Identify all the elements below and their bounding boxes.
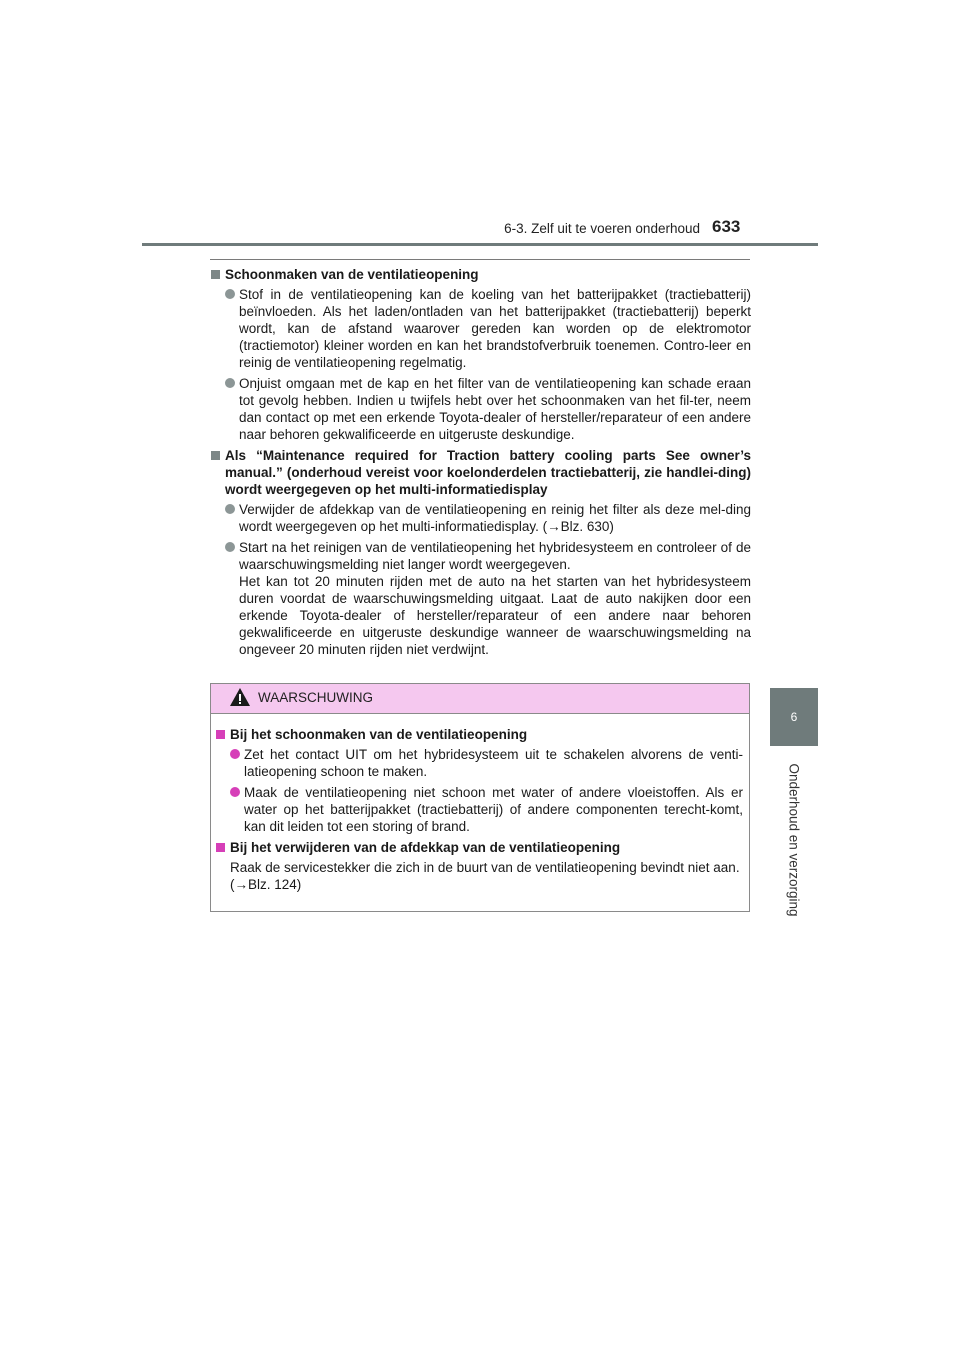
square-bullet-icon <box>211 451 220 460</box>
continuation-text: Het kan tot 20 minuten rijden met de auto na het starten van het hybridesysteem duren voordat de waarschuwingsmelding uitgaat. Laat de auto nakijken door een erkende Toyota-dealer of hersteller/reparateur of een andere naar behoren gekwalificeerde en uitgeruste deskundige wanneer de waarschuwingsmelding na ongeveer 20 minuten rijden niet verdwijnt. <box>239 574 751 657</box>
chapter-title: Onderhoud en verzorging <box>786 763 802 917</box>
square-bullet-icon <box>216 730 225 739</box>
section-heading <box>210 266 751 283</box>
warning-heading-text: Bij het schoonmaken van de ventilatieopening <box>230 727 528 742</box>
square-bullet-icon <box>216 843 225 852</box>
section-rule <box>210 259 750 260</box>
list-item <box>225 286 751 371</box>
chapter-number: 6 <box>790 710 798 724</box>
round-bullet-icon <box>230 749 240 759</box>
list-item <box>230 746 743 780</box>
round-bullet-icon <box>225 289 235 299</box>
list-item <box>225 539 751 573</box>
section-heading-text: Schoonmaken van de ventilatieopening <box>225 267 479 282</box>
warning-paragraph: Raak de servicestekker die zich in de buurt van de ventilatieopening bevindt niet aan. (→Blz. 124) <box>230 860 740 892</box>
warning-heading <box>215 726 743 743</box>
list-item <box>230 784 743 835</box>
list-item <box>225 501 751 535</box>
round-bullet-icon <box>230 787 240 797</box>
header-rule <box>142 243 818 246</box>
section-heading-text: Als “Maintenance required for Traction battery cooling parts See owner’s manual.” (onderhoud vereist voor koelonderdelen tractiebatterij, zie handlei-ding) wordt weergegeven op het multi-informatiedisplay <box>225 448 751 497</box>
round-bullet-icon <box>225 504 235 514</box>
list-item-text: Stof in de ventilatieopening kan de koeling van het batterijpakket (tractiebatterij) beïnvloeden. Als het laden/ontladen van het batterijpakket (tractiebatterij) beperkt wordt, kan de afstand waarover gereden kan worden op de elektromotor (tractiemotor) kleiner worden en kan het brandstofverbruik toenemen. Contro-leer en reinig de ventilatieopening regelmatig. <box>239 287 751 370</box>
main-content <box>210 266 751 662</box>
square-bullet-icon <box>211 270 220 279</box>
round-bullet-icon <box>225 378 235 388</box>
chapter-tab <box>770 688 818 746</box>
warning-heading-text: Bij het verwijderen van de afdekkap van de ventilatieopening <box>230 840 621 855</box>
list-item-text: Start na het reinigen van de ventilatieopening het hybridesysteem en controleer of de waarschuwingsmelding niet langer wordt weergegeven. <box>239 540 751 572</box>
list-item-text: Onjuist omgaan met de kap en het filter van de ventilatieopening kan schade eraan tot gevolg hebben. Indien u twijfels hebt over het schoonmaken van het fil-ter, neem dan contact op met een erkende Toyota-dealer of hersteller/reparateur of een andere naar behoren gekwalificeerde en uitgeruste deskundige. <box>239 376 751 442</box>
warning-content <box>215 726 743 893</box>
warning-title: WAARSCHUWING <box>258 690 373 705</box>
list-item-text: Zet het contact UIT om het hybridesysteem uit te schakelen alvorens de venti-latieopening schoon te maken. <box>244 747 743 779</box>
continuation-paragraph <box>239 573 751 658</box>
section-heading <box>210 447 751 498</box>
list-item-text: Verwijder de afdekkap van de ventilatieopening en reinig het filter als deze mel-ding wordt weergegeven op het multi-informatiedisplay. (→Blz. 630) <box>239 502 751 534</box>
round-bullet-icon <box>225 542 235 552</box>
warning-heading <box>215 839 743 856</box>
list-item-text: Maak de ventilatieopening niet schoon met water of andere vloeistoffen. Als er water op het batterijpakket (tractiebatterij) of andere componenten terecht-komt, kan dit leiden tot een storing of brand. <box>244 785 743 834</box>
warning-triangle-icon <box>229 687 251 707</box>
warning-box <box>210 683 750 912</box>
list-item <box>225 375 751 443</box>
page-number: 633 <box>712 217 741 236</box>
warning-header <box>211 684 749 714</box>
header-section-title: 6-3. Zelf uit te voeren onderhoud <box>504 221 700 236</box>
